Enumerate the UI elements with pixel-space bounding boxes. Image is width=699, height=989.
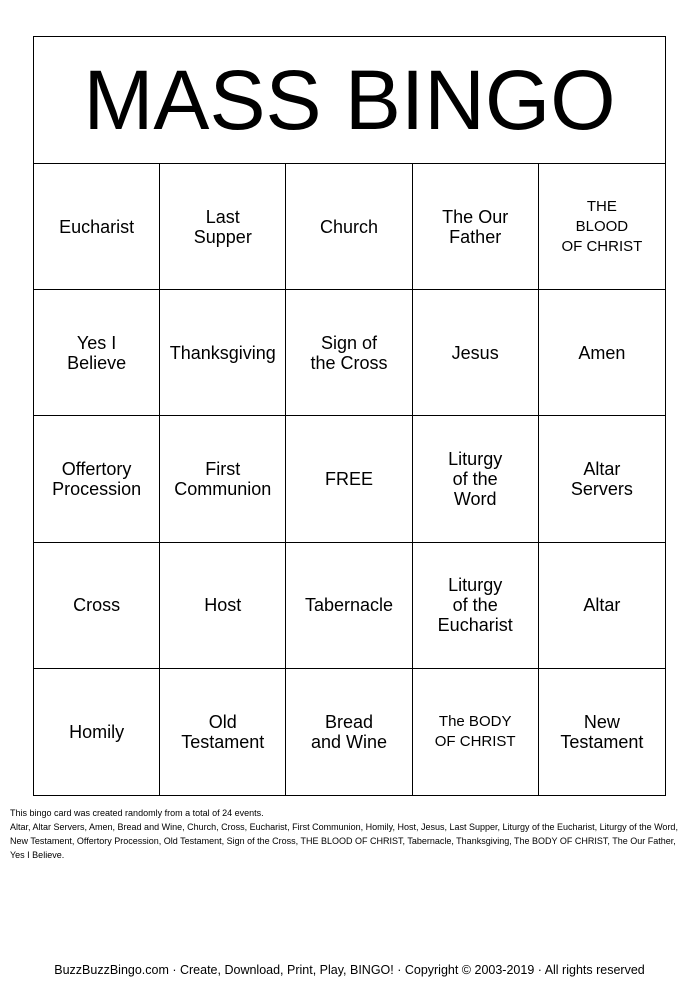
- bingo-cell[interactable]: Altar: [539, 543, 665, 669]
- bingo-cell[interactable]: The BODY OF CHRIST: [413, 669, 539, 795]
- bingo-cell[interactable]: Yes I Believe: [34, 290, 160, 416]
- bingo-cell[interactable]: Homily: [34, 669, 160, 795]
- bingo-card: [33, 36, 666, 796]
- bingo-cell[interactable]: New Testament: [560, 711, 644, 752]
- bingo-cell[interactable]: Liturgy of the Eucharist: [413, 543, 539, 669]
- bingo-cell[interactable]: Bread and Wine: [286, 669, 412, 795]
- bingo-cell[interactable]: Eucharist: [34, 164, 160, 290]
- info-event-list: Altar, Altar Servers, Amen, Bread and Wine, Church, Cross, Eucharist, First Communion, Homily, Host, Jesus, Last Supper, Liturgy of the Eucharist, Liturgy of the Word, New Testament, Offertory Procession, Old Testament, Sign of the Cross, THE BLOOD OF CHRIST, Tabernacle, Thanksgiving, The BODY OF CHRIST, The Our Father, Yes I Believe.: [10, 822, 678, 860]
- bingo-grid: [34, 164, 665, 795]
- card-title: MASS BINGO: [34, 37, 665, 164]
- bingo-cell[interactable]: Amen: [539, 290, 665, 416]
- bingo-cell[interactable]: Liturgy of the Word: [413, 416, 539, 542]
- bingo-cell[interactable]: Church: [286, 164, 412, 290]
- bingo-cell[interactable]: First Communion: [160, 416, 286, 542]
- bingo-cell[interactable]: Last Supper: [160, 164, 286, 290]
- bingo-cell[interactable]: Sign of the Cross: [286, 290, 412, 416]
- bingo-cell[interactable]: The Our Father: [413, 164, 539, 290]
- bingo-cell[interactable]: THE BLOOD OF CHRIST: [539, 164, 665, 290]
- bingo-cell[interactable]: Jesus: [413, 290, 539, 416]
- bingo-cell[interactable]: Cross: [34, 543, 160, 669]
- bingo-cell[interactable]: Host: [160, 543, 286, 669]
- bingo-cell[interactable]: Old Testament: [160, 669, 286, 795]
- info-summary: This bingo card was created randomly from a total of 24 events.: [10, 808, 264, 818]
- card-info: [10, 806, 690, 862]
- bingo-cell-free[interactable]: FREE: [286, 416, 412, 542]
- bingo-cell[interactable]: Altar Servers: [539, 416, 665, 542]
- bingo-cell[interactable]: Thanksgiving: [160, 290, 286, 416]
- bingo-cell[interactable]: Offertory Procession: [34, 416, 160, 542]
- page-footer: BuzzBuzzBingo.com · Create, Download, Print, Play, BINGO! · Copyright © 2003-2019 · All rights reserved: [54, 963, 645, 977]
- bingo-cell[interactable]: Tabernacle: [286, 543, 412, 669]
